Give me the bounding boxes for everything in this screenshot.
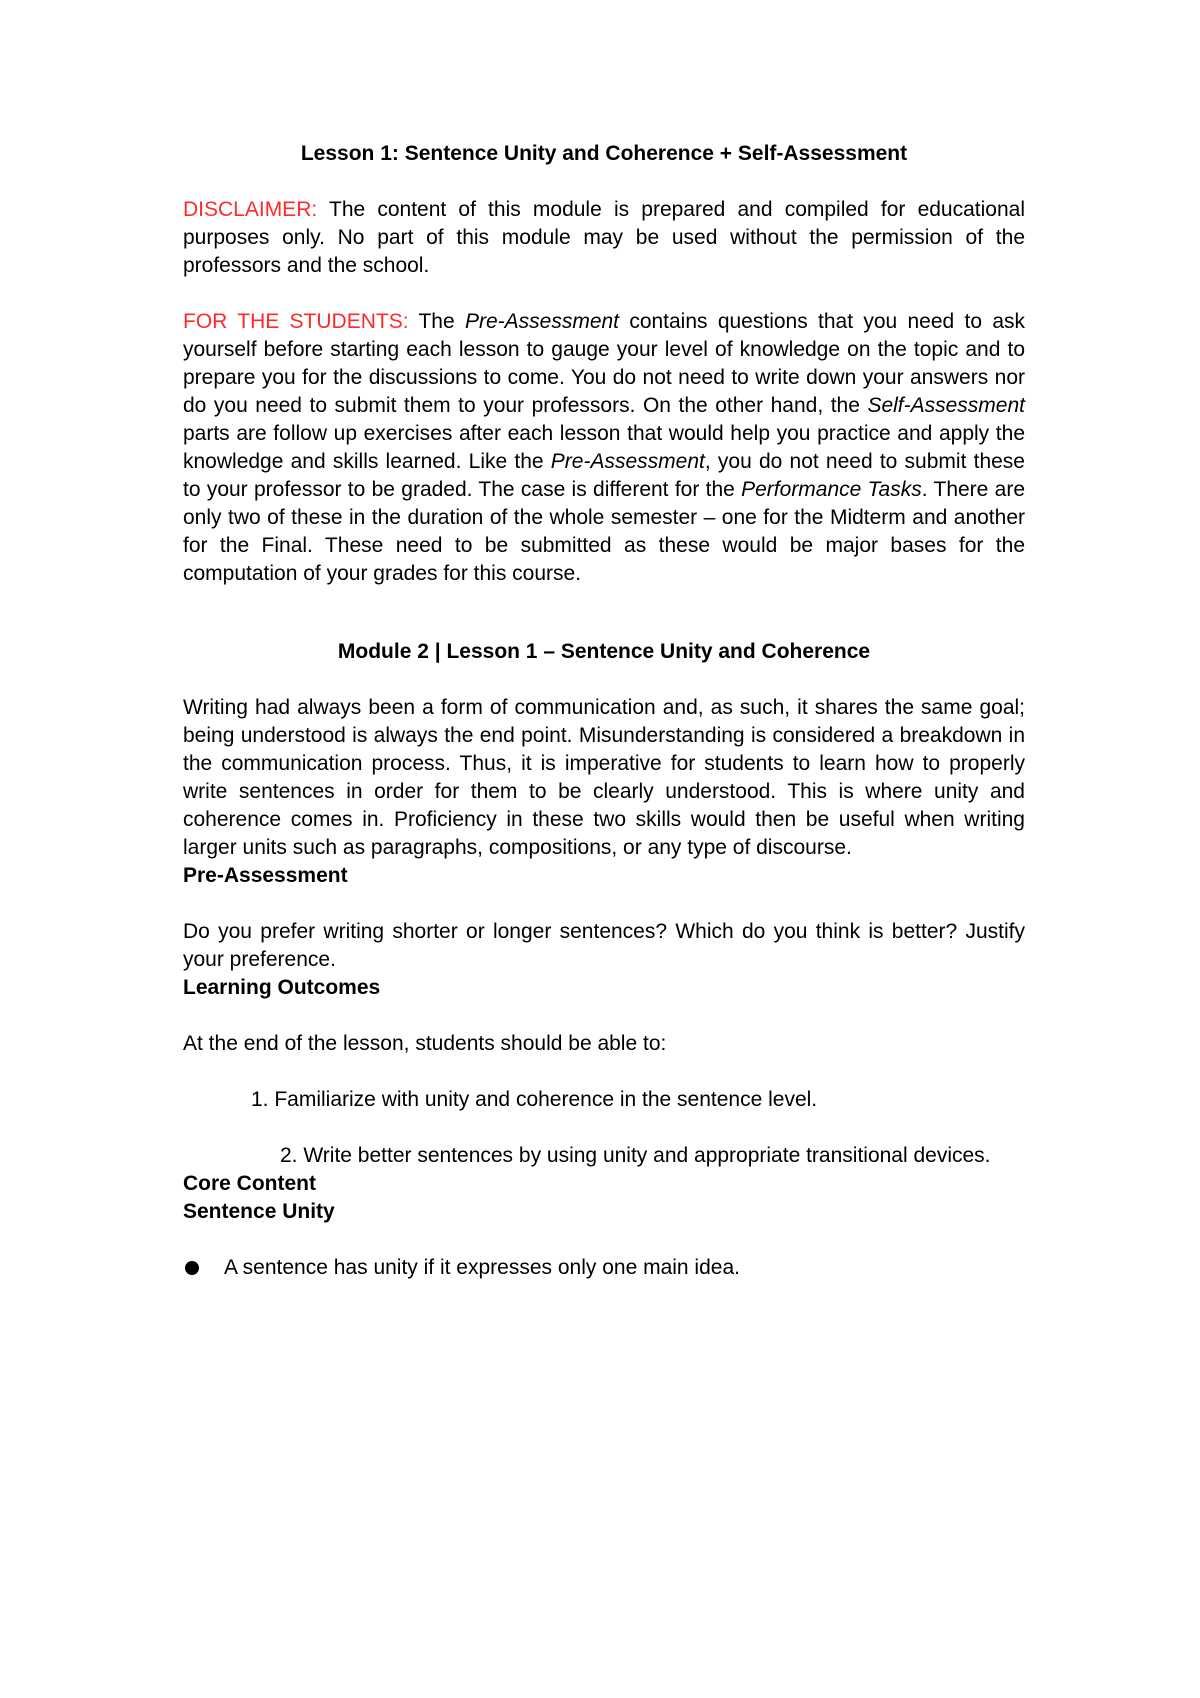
for-students-text-2: contains questions that you need to ask yourself before starting each lesson to gauge your level of knowledge on the topic and to prepare you for the discussions to come. You do not need to write down your answers nor do you need to submit them to your professors. On the other hand, the — [183, 310, 1026, 417]
learning-outcomes-heading: Learning Outcomes — [183, 976, 381, 999]
for-students-paragraph — [183, 308, 1025, 588]
pre-assessment-text: Do you prefer writing shorter or longer sentences? Which do you think is better? Justify your preference. — [183, 920, 1025, 971]
core-content-heading: Core Content — [183, 1172, 316, 1195]
for-students-text-5: . There are only two of these in the duration of the whole semester – one for the Midterm and another for the Final. These need to be submitted as these would be major bases for the computation of your grades for this course. — [183, 478, 1025, 585]
for-students-text-3: parts are follow up exercises after each lesson that would help you practice and apply the knowledge and skills learned. Like the — [183, 422, 1025, 473]
pre-assessment-term: Pre-Assessment — [464, 310, 620, 333]
disclaimer-text: The content of this module is prepared and compiled for educational purposes only. No part of this module may be used without the permission of the professors and the school. — [183, 198, 1025, 277]
pre-assessment-term-2: Pre-Assessment — [550, 450, 705, 473]
for-students-label: FOR THE STUDENTS: — [183, 310, 409, 333]
intro-paragraph: Writing had always been a form of communication and, as such, it shares the same goal; being understood is always the end point. Misunderstanding is considered a breakdown in the communication process. Thus, it is imperative for students to learn how to properly write sentences in order for them to be clearly understood. This is where unity and coherence comes in. Proficiency in these two skills would then be useful when writing larger units such as paragraphs, compositions, or any type of discourse. — [183, 696, 1025, 859]
module-title: Module 2 | Lesson 1 – Sentence Unity and Coherence — [337, 640, 871, 663]
disclaimer-label: DISCLAIMER: — [183, 198, 318, 221]
document-page — [183, 140, 1025, 1282]
for-students-text-4: , you do not need to submit these to your professor to be graded. The case is different for the — [183, 450, 1025, 501]
for-students-text-1: The — [408, 310, 465, 333]
learning-outcome-item-1: 1. Familiarize with unity and coherence in the sentence level. — [251, 1088, 818, 1111]
learning-outcomes-intro: At the end of the lesson, students should be able to: — [183, 1032, 667, 1055]
bullet-text: A sentence has unity if it expresses only one main idea. — [224, 1256, 740, 1279]
lesson-title: Lesson 1: Sentence Unity and Coherence + Self-Assessment — [300, 142, 908, 165]
self-assessment-term: Self-Assessment — [867, 394, 1025, 417]
sentence-unity-heading: Sentence Unity — [183, 1200, 335, 1223]
learning-outcome-item-2: 2. Write better sentences by using unity and appropriate transitional devices. — [280, 1144, 991, 1167]
pre-assessment-heading: Pre-Assessment — [183, 864, 348, 887]
performance-tasks-term: Performance Tasks — [741, 478, 922, 501]
bullet-dot-icon — [185, 1261, 199, 1275]
bullet-item — [183, 1254, 1025, 1282]
disclaimer-paragraph — [183, 196, 1025, 280]
